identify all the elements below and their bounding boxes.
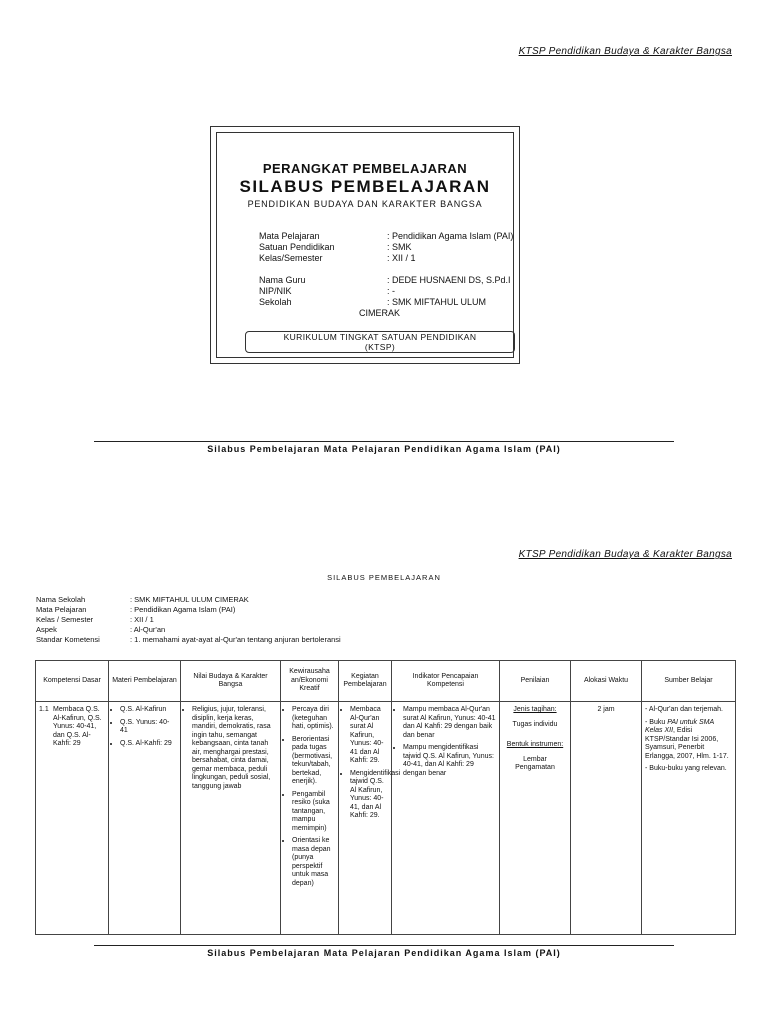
list-item: • Percaya diri (keteguhan hati, optimis). — [292, 706, 335, 732]
col-header: Alokasi Waktu — [571, 661, 642, 702]
list-item: • Pengambil resiko (suka tantangan, mampu memimpin) — [292, 791, 335, 834]
cover-title-3: PENDIDIKAN BUDAYA DAN KARAKTER BANGSA — [247, 199, 483, 209]
col-header: Indikator Pencapaian Kompetensi — [392, 661, 500, 702]
cover-field-value: : SMK MIFTAHUL ULUM — [387, 297, 487, 307]
col-header: Nilai Budaya & Karakter Bangsa — [181, 661, 281, 702]
col-header: Kompetensi Dasar — [36, 661, 109, 702]
list-item: • Mampu mengidentifikasi tajwid Q.S. Al Kafirun, Yunus: 40-41, dan Al Kahfi: 29 dengan benar — [403, 744, 496, 778]
page-footer-2: Silabus Pembelajaran Mata Pelajaran Pendidikan Agama Islam (PAI) — [207, 948, 561, 958]
table-header-row — [36, 661, 736, 702]
cover-field-value: : - — [387, 286, 395, 296]
cover-field-label: Satuan Pendidikan — [259, 242, 335, 252]
meta-value: : 1. memahami ayat-ayat al-Qur'an tentang anjuran bertoleransi — [130, 635, 341, 644]
meta-value: : Pendidikan Agama Islam (PAI) — [130, 605, 236, 614]
cell-kegiatan — [339, 702, 401, 935]
cover-field-label: Mata Pelajaran — [259, 231, 320, 241]
jenis-label: Jenis tagihan: — [513, 706, 557, 713]
sumber-2: - Buku PAI untuk SMA Kelas XII, Edisi KTSP/Standar Isi 2006, Syamsuri, Penerbit Erlangga, 2007, Hlm. 1-17. — [645, 718, 729, 760]
sumber-1: - Al-Qur'an dan terjemah. — [645, 706, 723, 713]
footer-rule-1 — [94, 441, 674, 442]
cover-info — [259, 231, 519, 319]
footer-rule-2 — [94, 945, 674, 946]
cover-field-label: NIP/NIK — [259, 286, 292, 296]
kd-item — [39, 706, 105, 749]
list-item: • Mengidentifikasi tajwid Q.S. Al Kafirun, Yunus: 40-41, dan Al Kahfi: 29. — [350, 770, 388, 821]
bentuk-value: Lembar Pengamatan — [515, 755, 555, 771]
meta-value: : XII / 1 — [130, 615, 154, 624]
cover-title-2: SILABUS PEMBELAJARAN — [239, 177, 491, 196]
doc-title: SILABUS PEMBELAJARAN — [327, 573, 441, 582]
cover-field-label: Nama Guru — [259, 275, 306, 285]
cover-title-1: PERANGKAT PEMBELAJARAN — [262, 161, 468, 176]
cell-alokasi — [571, 702, 642, 935]
cover-field — [259, 253, 519, 275]
cover-field-value: : SMK — [387, 242, 412, 252]
cover-field-cont — [259, 308, 519, 319]
page-header-2: KTSP Pendidikan Budaya & Karakter Bangsa — [518, 549, 732, 560]
sumber-1-text: Al-Qur'an dan terjemah. — [648, 706, 723, 713]
cell-materi — [109, 702, 181, 935]
page-footer-1: Silabus Pembelajaran Mata Pelajaran Pendidikan Agama Islam (PAI) — [207, 444, 561, 454]
cover-field — [259, 286, 519, 297]
ktsp-line-1: KURIKULUM TINGKAT SATUAN PENDIDIKAN — [283, 332, 477, 342]
kd-text: Membaca Q.S. Al-Kafirun, Q.S. Yunus: 40-41, dan Q.S. Al-Kahfi: 29 — [53, 706, 102, 747]
col-header: Materi Pembelajaran — [109, 661, 181, 702]
cover-field — [259, 275, 519, 286]
meta-label: Kelas / Semester — [36, 615, 94, 624]
cell-sumber — [642, 702, 736, 935]
cover-field — [259, 242, 519, 253]
list-item: • Mampu membaca Al-Qur'an surat Al Kafirun, Yunus: 40-41 dan Al Kahfi: 29 dengan baik dan benar — [403, 706, 496, 740]
col-header: Kegiatan Pembelajaran — [339, 661, 392, 702]
sumber-2-title: PAI untuk SMA Kelas XII — [645, 718, 714, 734]
meta-row — [36, 605, 436, 615]
cell-nilai — [181, 702, 281, 935]
list-item: • Orientasi ke masa depan (punya perspektif untuk masa depan) — [292, 837, 335, 888]
cover-field — [259, 297, 519, 308]
cover-field-value: : XII / 1 — [387, 253, 416, 263]
cell-indikator — [392, 702, 500, 935]
list-item: • Berorientasi pada tugas (bermotivasi, tekun/tabah, bertekad, enerjik). — [292, 736, 335, 787]
meta-label: Mata Pelajaran — [36, 605, 87, 614]
bentuk-label: Bentuk instrumen: — [506, 741, 564, 748]
meta-row — [36, 595, 436, 605]
col-header: Sumber Belajar — [642, 661, 736, 702]
alokasi-value: 2 jam — [597, 706, 615, 713]
col-header: Kewirausaha an/Ekonomi Kreatif — [281, 661, 339, 702]
cover-school-cont: CIMERAK — [359, 308, 401, 318]
list-item: • Membaca Al-Qur'an surat Al Kafirun, Yunus: 40-41 dan Al Kahfi: 29. — [350, 706, 388, 766]
meta-label: Nama Sekolah — [36, 595, 86, 604]
col-header: Penilaian — [500, 661, 571, 702]
meta-value: : SMK MIFTAHUL ULUM CIMERAK — [130, 595, 249, 604]
sumber-2-rest: , Edisi KTSP/Standar Isi 2006, Syamsuri, Penerbit Erlangga, 2007, Hlm. 1-17. — [645, 727, 729, 760]
syllabus-table — [35, 660, 736, 935]
meta-row — [36, 635, 436, 645]
ktsp-box — [245, 331, 515, 353]
cell-penilaian — [500, 702, 571, 935]
meta-row — [36, 625, 436, 635]
ktsp-line-2: (KTSP) — [364, 342, 396, 352]
list-item: • Q.S. Al-Kafirun — [120, 706, 177, 715]
meta-label: Standar Kometensi — [36, 635, 100, 644]
list-item: • Q.S. Al-Kahfi: 29 — [120, 740, 177, 749]
page-header-1: KTSP Pendidikan Budaya & Karakter Bangsa — [518, 46, 732, 57]
meta-label: Aspek — [36, 625, 57, 634]
cell-kewirausahaan — [281, 702, 339, 935]
sumber-3: - Buku-buku yang relevan. — [645, 765, 727, 772]
cover-field-label: Kelas/Semester — [259, 253, 323, 263]
meta-row — [36, 615, 436, 625]
kd-number: 1.1 — [39, 706, 49, 713]
meta-value: : Al-Qur'an — [130, 625, 166, 634]
meta-block — [36, 595, 436, 645]
list-item: • Religius, jujur, toleransi, disiplin, kerja keras, mandiri, demokratis, rasa ingin tahu, semangat kebangsaan, cinta tanah air, menghargai prestasi, bersahabat, cinta damai, gemar membaca, peduli lingkungan, peduli sosial, tanggung jawab — [192, 706, 277, 791]
table-row — [36, 702, 736, 935]
cover-inner-frame — [216, 132, 514, 358]
list-item: • Q.S. Yunus: 40-41 — [120, 719, 177, 736]
cover-field-value: : Pendidikan Agama Islam (PAI) — [387, 231, 514, 241]
cover-field — [259, 231, 519, 242]
jenis-value: Tugas individu — [512, 720, 558, 728]
sumber-2-prefix: Buku — [649, 718, 668, 726]
cell-kompetensi — [36, 702, 109, 935]
cover-field-label: Sekolah — [259, 297, 292, 307]
cover-frame — [210, 126, 520, 364]
sumber-3-text: Buku-buku yang relevan. — [649, 765, 727, 772]
cover-field-value: : DEDE HUSNAENI DS, S.Pd.I — [387, 275, 511, 285]
